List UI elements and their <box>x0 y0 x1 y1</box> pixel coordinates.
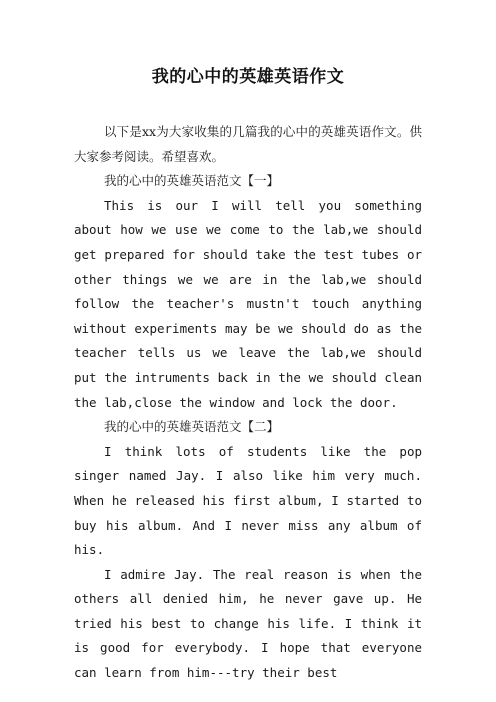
document-body <box>74 120 422 686</box>
section-2-paragraph-1: I think lots of students like the pop singer named Jay. I also like him very much. When he released his first album, I started to buy his album. And I never miss any album of his. <box>74 443 422 558</box>
document-title: 我的心中的英雄英语作文 <box>151 67 345 87</box>
section-1-paragraph-1: This is our I will tell you something about how we use we come to the lab,we should get prepared for should take the test tubes or other things we we are in the lab,we should follow the teacher's mustn't touch anything without experiments may be we should do as the teacher tells us we leave the lab,we should put the intruments back in the we should clean the lab,close the window and lock the door. <box>74 197 422 410</box>
section-heading-1: 我的心中的英雄英语范文【一】 <box>104 173 280 189</box>
intro-paragraph: 以下是xx为大家收集的几篇我的心中的英雄英语作文。供大家参考阅读。希望喜欢。 <box>74 124 422 164</box>
section-2-paragraph-2: I admire Jay. The real reason is when the others all denied him, he never gave up. He tried his best to change his life. I think it is good for everybody. I hope that everyone can learn from him---try their best <box>74 566 422 681</box>
section-heading-2: 我的心中的英雄英语范文【二】 <box>104 419 280 435</box>
